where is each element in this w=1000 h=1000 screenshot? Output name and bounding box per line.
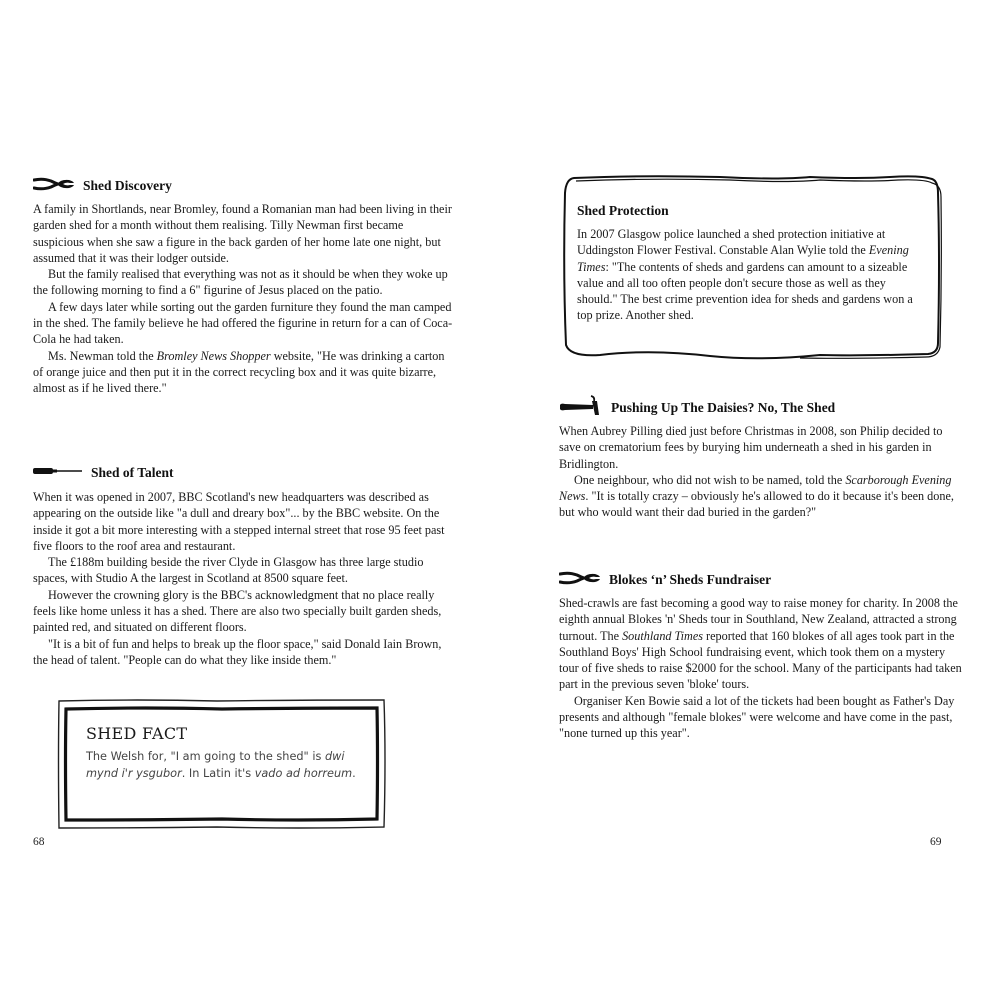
section-body xyxy=(559,423,964,521)
text: Ms. Newman told the xyxy=(48,348,157,363)
text: . In Latin it's xyxy=(181,766,255,780)
section-title: Shed Discovery xyxy=(83,178,172,193)
section-title: Pushing Up The Daisies? No, The Shed xyxy=(611,400,836,415)
paragraph: However the crowning glory is the BBC's acknowledgment that no place really feels like home unless it has a shed. There are also two specially built garden sheds, painted red, and situated on different floors. xyxy=(33,587,442,635)
paragraph: When Aubrey Pilling died just before Christmas in 2008, son Philip decided to save on crematorium fees by burying him underneath a shed in his garden in Bridlington. xyxy=(559,424,943,471)
paragraph: A few days later while sorting out the garden furniture they found the man camped in the shed. The family believe he had offered the figurine in return for a can of Coca-Cola he had taken. xyxy=(33,299,453,347)
section-body xyxy=(559,595,964,742)
shed-of-talent-section xyxy=(33,463,453,668)
paragraph: The £188m building beside the river Clyde in Glasgow has three large studio spaces, with Studio A the largest in Scotland at 8500 square feet. xyxy=(33,555,424,586)
section-heading xyxy=(33,176,453,196)
paragraph: When it was opened in 2007, BBC Scotland's new headquarters was described as appearing on the outside like "a dull and dreary box"... by the BBC website. On the inside it got a bit more interesting with a stepped internal street that rose 95 feet past five floors to the roof area and restaurant. xyxy=(33,490,445,553)
publication-name: Evening Times xyxy=(577,243,909,274)
page-number: 69 xyxy=(930,836,942,848)
shed-fact-box xyxy=(86,724,356,782)
section-title: Blokes ‘n’ Sheds Fundraiser xyxy=(609,572,772,587)
section-title: Shed of Talent xyxy=(91,465,174,480)
welsh-phrase: dwi mynd i'r ysgubor xyxy=(86,750,345,780)
publication-name: Southland Times xyxy=(622,628,703,643)
paragraph: A family in Shortlands, near Bromley, found a Romanian man had been living in their garden shed for a month without them realising. Tilly Newman first became suspicious when she saw a figure in the back garden of her home late one night, but assumed that it was their lodger outside. xyxy=(33,202,452,265)
pliers-icon xyxy=(559,570,601,590)
text: website, "He was drinking a carton of orange juice and then put it in the correct recycling box and it was quite bizarre, almost as if he lived there." xyxy=(33,348,445,396)
section-heading xyxy=(577,201,917,221)
section-heading xyxy=(559,398,964,418)
screwdriver-icon xyxy=(33,465,83,481)
paragraph: But the family realised that everything was not as it should be when they woke up the following morning to find a 6" figurine of Jesus placed on the patio. xyxy=(33,267,448,298)
text: Shed-crawls are fast becoming a good way to raise money for charity. In 2008 the eighth annual Blokes 'n' Sheds tour in Southland, New Zealand, attracted a strong turnout. The xyxy=(559,596,958,643)
text: In 2007 Glasgow police launched a shed protection initiative at Uddingston Flower Festival. Constable Alan Wylie told the xyxy=(577,227,886,258)
text: : "The contents of sheds and gardens can amount to a sizeable value and all too often people don't secure those as well as they should." The best crime prevention idea for sheds and gardens won a top prize. Another shed. xyxy=(577,259,913,323)
paragraph xyxy=(559,595,964,693)
paragraph xyxy=(577,226,917,324)
text: . "It is totally crazy – obviously he's allowed to do it because it's been done, but who would want their dad buried in the garden?" xyxy=(559,489,954,520)
text: . xyxy=(352,766,356,780)
paragraph xyxy=(559,472,964,521)
hammer-icon xyxy=(559,395,603,421)
text: reported that 160 blokes of all ages took part in the Southland Boys' High School fundraising event, which took them on a mystery tour of five sheds to raise $2000 for the school. Many of the participants had taken part in the previous seven 'bloke' tours. xyxy=(559,628,962,692)
section-title: Shed Protection xyxy=(577,203,669,218)
shed-protection-box xyxy=(577,201,917,324)
text: The Welsh for, "I am going to the shed" is xyxy=(86,750,325,763)
paragraph xyxy=(33,348,453,397)
blokes-n-sheds-section xyxy=(559,570,964,742)
section-heading xyxy=(559,570,964,590)
section-body xyxy=(33,489,453,668)
latin-phrase: vado ad horreum xyxy=(254,766,353,780)
section-body xyxy=(577,226,917,324)
right-page xyxy=(500,0,1000,1000)
page-number: 68 xyxy=(33,836,45,848)
pushing-up-section xyxy=(559,398,964,521)
shed-discovery-section xyxy=(33,176,453,397)
text: One neighbour, who did not wish to be named, told the xyxy=(574,472,846,487)
paragraph: "It is a bit of fun and helps to break up the floor space," said Donald Iain Brown, the head of talent. "People can do what they like inside them." xyxy=(33,636,442,667)
section-heading xyxy=(33,463,453,483)
section-body xyxy=(33,201,453,397)
paragraph: Organiser Ken Bowie said a lot of the tickets had been bought as Father's Day presents and although "female blokes" were welcome and have come in the past, "none turned up this year". xyxy=(559,693,955,741)
shed-fact-title: SHED FACT xyxy=(86,724,188,743)
pliers-icon xyxy=(33,176,75,196)
publication-name: Scarborough Evening News xyxy=(559,472,952,504)
publication-name: Bromley News Shopper xyxy=(156,348,271,363)
shed-fact-text xyxy=(86,749,356,782)
